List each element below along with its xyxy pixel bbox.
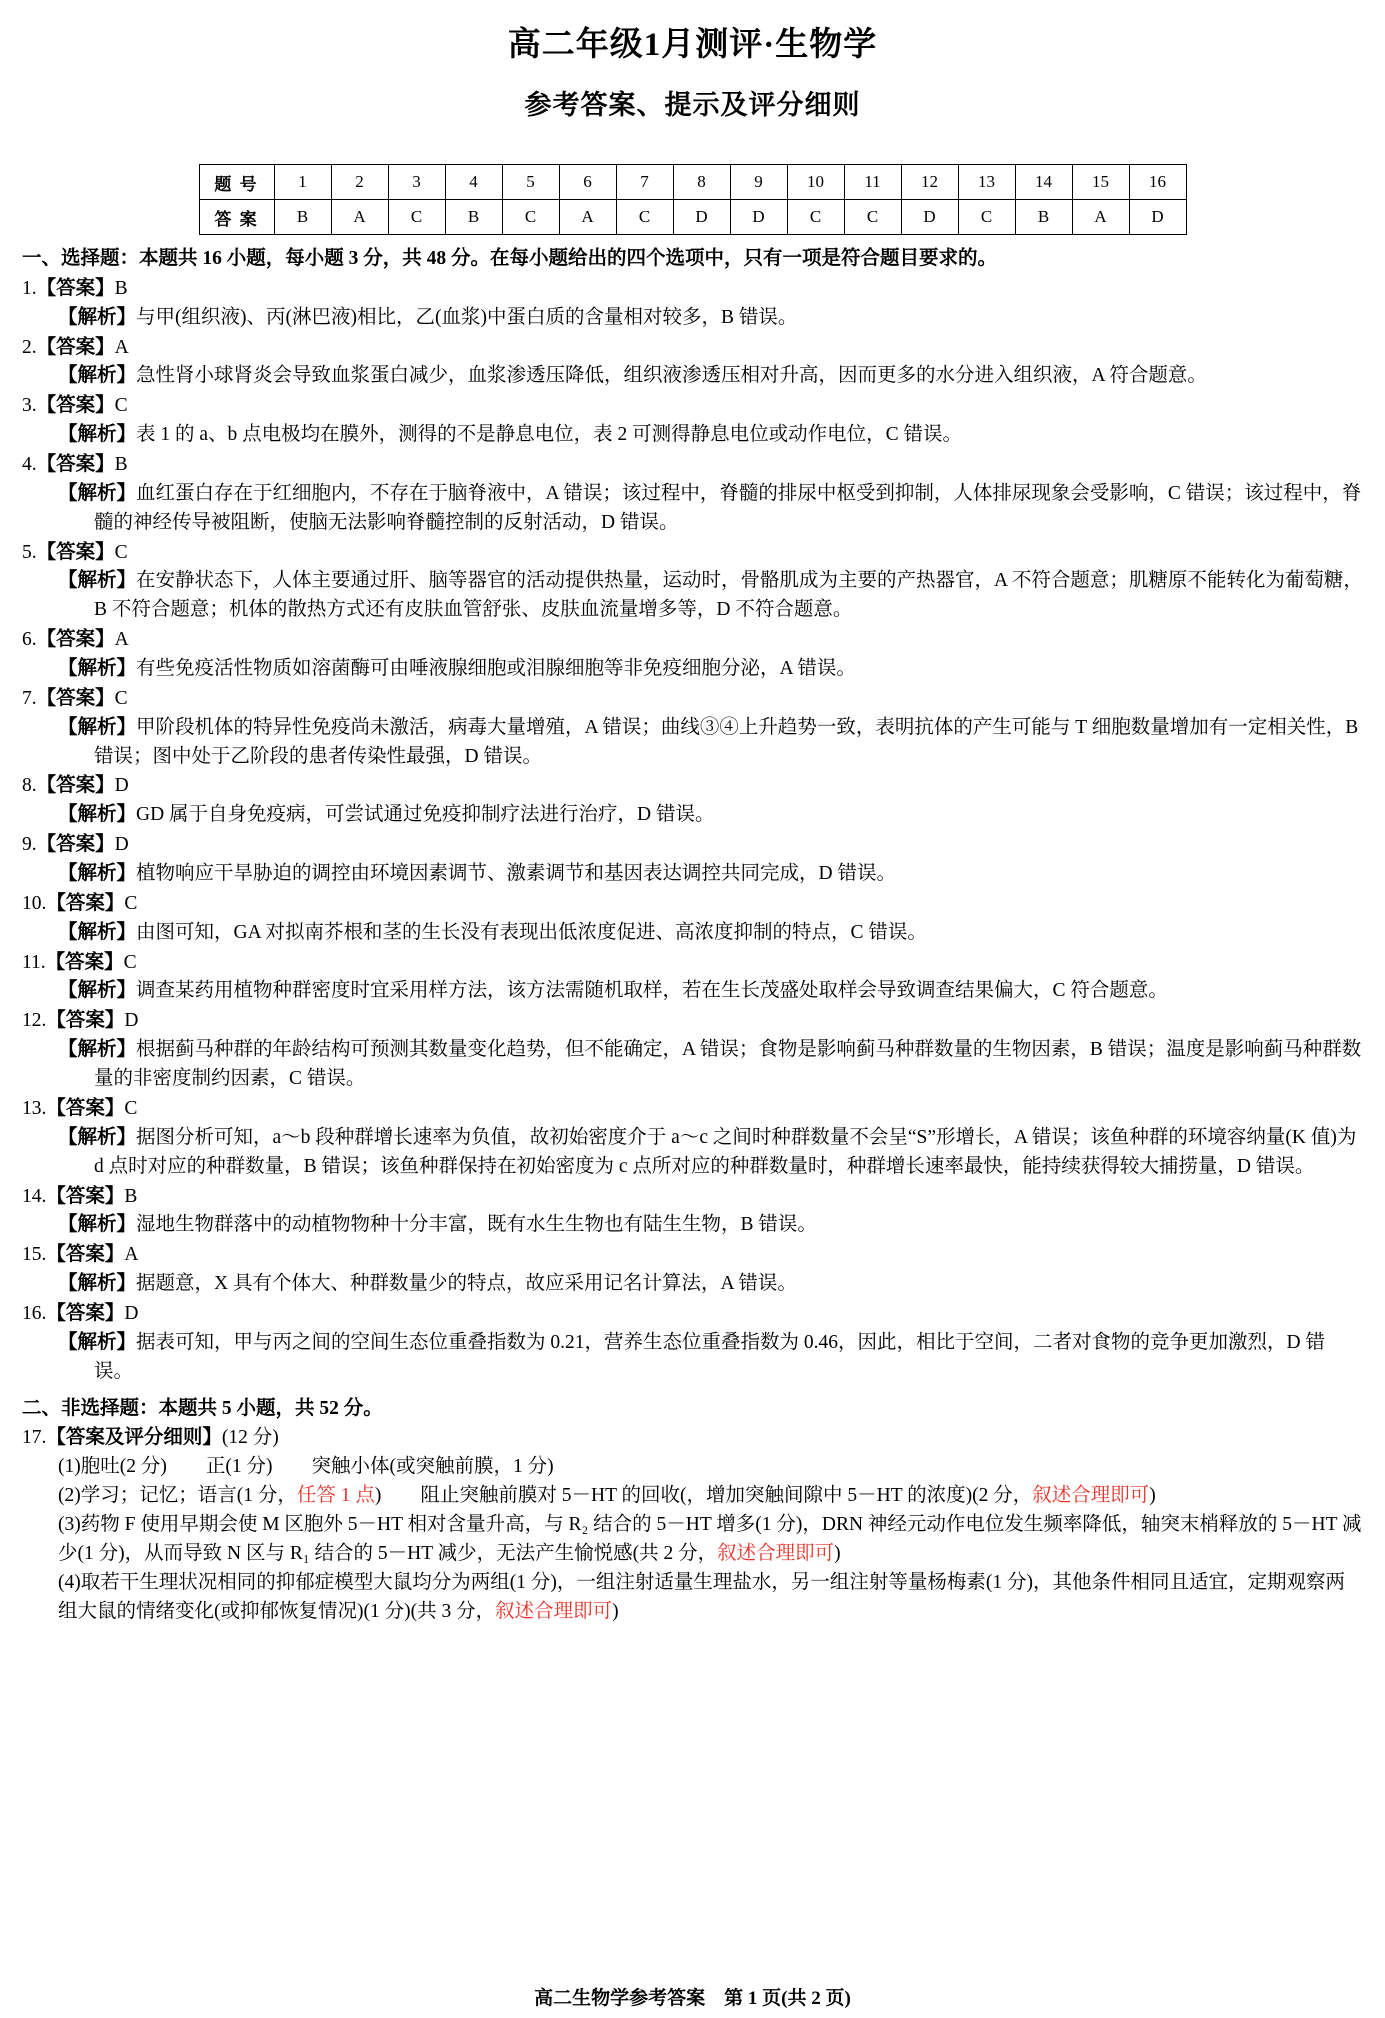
question-no: 5. (22, 541, 37, 563)
answer-label: 【答案】 (36, 395, 115, 417)
table-cell-qno: 4 (445, 165, 502, 200)
answer-label: 【答案】 (46, 1010, 125, 1032)
table-cell-answer: A (559, 200, 616, 235)
q17-part-3-text-a: (3)药物 F 使用早期会使 M 区胞外 5－HT 相对含量升高，与 R₂ 结合的 5－HT 增多(1 分)，DRN 神经元动作电位发生频率降低，轴突末梢释放的 5－HT 减少(1 分)，从而导致 N 区与 R₁ 结合的 5－HT 减少，无法产生愉悦感(共 2 分， (58, 1513, 1362, 1564)
question-no: 9. (22, 834, 37, 856)
page-footer: 高二生物学参考答案 第 1 页(共 2 页) (534, 1988, 851, 2009)
answer-label: 【答案】 (46, 1244, 125, 1266)
q17-part-2-text-b: ) 阻止突触前膜对 5－HT 的回收(，增加突触间隙中 5－HT 的浓度)(2 分， (374, 1485, 1033, 1507)
table-cell-qno: 8 (673, 165, 730, 200)
answer-value: A (114, 629, 129, 651)
question-no: 16. (22, 1302, 47, 1324)
explain-label: 【解析】 (58, 570, 137, 592)
explanation-block-11 (22, 949, 1363, 1007)
question-no: 7. (22, 687, 37, 709)
table-cell-qno: 16 (1129, 165, 1186, 200)
explain-text: 在安静状态下，人体主要通过肝、脑等器官的活动提供热量，运动时，骨骼肌成为主要的产热器官，A 不符合题意；肌糖原不能转化为葡萄糖，B 不符合题意；机体的散热方式还有皮肤血管舒张、皮肤血流量增多等，D 不符合题意。 (94, 570, 1363, 621)
q17-part-4-text-b: ) (612, 1600, 619, 1622)
section-2-heading: 二、非选择题：本题共 5 小题，共 52 分。 (22, 1397, 383, 1419)
explanation-block-4 (22, 451, 1363, 538)
explanation-block-12 (22, 1007, 1363, 1094)
table-cell-qno: 6 (559, 165, 616, 200)
explanation-block-9 (22, 831, 1363, 889)
table-cell-answer: D (673, 200, 730, 235)
answer-label: 【答案】 (46, 1185, 125, 1207)
table-cell-qno: 9 (730, 165, 787, 200)
answer-value: C (114, 541, 128, 563)
table-header-answer: 答 案 (199, 200, 274, 235)
question-no: 6. (22, 629, 37, 651)
question-no: 2. (22, 336, 37, 358)
answer-label: 【答案】 (36, 834, 115, 856)
explain-label: 【解析】 (58, 804, 137, 826)
q17-part-2-note-2: 叙述合理即可 (1032, 1485, 1150, 1507)
table-cell-qno: 14 (1015, 165, 1072, 200)
answer-label: 【答案】 (45, 951, 124, 973)
question-no: 12. (22, 1010, 47, 1032)
answer-content (22, 245, 1363, 1626)
question-17-block (22, 1424, 1363, 1626)
table-cell-answer: D (730, 200, 787, 235)
answer-value: C (124, 892, 138, 914)
page-title: 高二年级1月测评·生物学 (507, 27, 878, 63)
explain-label: 【解析】 (58, 1126, 137, 1148)
explain-text: 据图分析可知，a～b 段种群增长速率为负值，故初始密度介于 a～c 之间时种群数量不会呈“S”形增长，A 错误；该鱼种群的环境容纳量(K 值)为 d 点时对应的种群数量，B 错误；该鱼种群保持在初始密度为 c 点所对应的种群数量时，种群增长速率最快，能持续获得较大捕捞量，D 错误。 (94, 1126, 1357, 1177)
answer-label: 【答案】 (36, 775, 115, 797)
explain-label: 【解析】 (58, 306, 137, 328)
answer-value: D (124, 1010, 139, 1032)
table-cell-qno: 7 (616, 165, 673, 200)
explain-text: 根据蓟马种群的年龄结构可预测其数量变化趋势，但不能确定，A 错误；食物是影响蓟马种群数量的生物因素，B 错误；温度是影响蓟马种群数量的非密度制约因素，C 错误。 (94, 1039, 1362, 1090)
explanation-block-7 (22, 685, 1363, 772)
q17-part-3-note: 叙述合理即可 (717, 1542, 835, 1564)
answer-label: 【答案】 (46, 1302, 125, 1324)
explain-label: 【解析】 (58, 1331, 137, 1353)
q17-part-3 (58, 1511, 1363, 1569)
table-cell-answer: A (331, 200, 388, 235)
explain-text: 据题意，X 具有个体大、种群数量少的特点，故应采用记名计算法，A 错误。 (136, 1273, 797, 1295)
objective-answer-table (199, 164, 1187, 235)
table-cell-answer: B (274, 200, 331, 235)
answer-key-page (0, 18, 1385, 2018)
question-no: 13. (22, 1097, 47, 1119)
answer-label: 【答案】 (36, 277, 115, 299)
question-no: 8. (22, 775, 37, 797)
explanation-block-15 (22, 1241, 1363, 1299)
explain-label: 【解析】 (58, 424, 137, 446)
q17-part-1: (1)胞吐(2 分) 正(1 分) 突触小体(或突触前膜，1 分) (58, 1456, 554, 1478)
answer-value: B (114, 454, 128, 476)
explanation-block-5 (22, 539, 1363, 626)
table-cell-answer: C (787, 200, 844, 235)
page-subtitle: 参考答案、提示及评分细则 (524, 90, 861, 120)
answer-label: 【答案】 (36, 687, 115, 709)
explain-text: GD 属于自身免疫病，可尝试通过免疫抑制疗法进行治疗，D 错误。 (136, 804, 715, 826)
explain-text: 由图可知，GA 对拟南芥根和茎的生长没有表现出低浓度促进、高浓度抑制的特点，C 错误。 (136, 921, 927, 943)
question-no: 1. (22, 277, 37, 299)
table-cell-answer: C (388, 200, 445, 235)
table-cell-qno: 5 (502, 165, 559, 200)
question-no: 3. (22, 395, 37, 417)
answer-value: A (124, 1244, 139, 1266)
q17-part-2-text-c: ) (1149, 1485, 1156, 1507)
explain-label: 【解析】 (58, 1214, 137, 1236)
table-cell-answer: C (502, 200, 559, 235)
answer-label: 【答案】 (36, 541, 115, 563)
table-cell-answer: C (616, 200, 673, 235)
table-row-question-numbers (199, 165, 1186, 200)
q17-part-2-note-1: 任答 1 点 (296, 1485, 375, 1507)
question-score: (12 分) (221, 1427, 279, 1449)
table-header-question-no: 题 号 (199, 165, 274, 200)
answer-value: C (114, 395, 128, 417)
explanation-block-16 (22, 1300, 1363, 1387)
explain-label: 【解析】 (58, 921, 137, 943)
table-cell-answer: B (445, 200, 502, 235)
explain-text: 有些免疫活性物质如溶菌酶可由唾液腺细胞或泪腺细胞等非免疫细胞分泌，A 错误。 (136, 658, 856, 680)
explanation-block-3 (22, 392, 1363, 450)
explain-label: 【解析】 (58, 1039, 137, 1061)
q17-part-2 (58, 1482, 1363, 1511)
table-cell-qno: 10 (787, 165, 844, 200)
answer-value: B (124, 1185, 138, 1207)
q17-part-4-text-a: (4)取若干生理状况相同的抑郁症模型大鼠均分为两组(1 分)，一组注射适量生理盐水，另一组注射等量杨梅素(1 分)，其他条件相同且适宜，定期观察两组大鼠的情绪变化(或抑郁恢复情况)(1 分)(共 3 分， (58, 1571, 1345, 1622)
explain-text: 调查某药用植物种群密度时宜采用样方法，该方法需随机取样，若在生长茂盛处取样会导致调查结果偏大，C 符合题意。 (136, 980, 1168, 1002)
answer-label: 【答案】 (36, 629, 115, 651)
table-cell-qno: 12 (901, 165, 958, 200)
explanation-block-14 (22, 1183, 1363, 1241)
question-no: 11. (22, 951, 46, 973)
explain-text: 植物响应干旱胁迫的调控由环境因素调节、激素调节和基因表达调控共同完成，D 错误。 (136, 863, 896, 885)
question-no: 17. (22, 1427, 47, 1449)
table-cell-qno: 11 (844, 165, 901, 200)
answer-label: 【答案】 (36, 454, 115, 476)
explanation-block-8 (22, 772, 1363, 830)
table-cell-qno: 15 (1072, 165, 1129, 200)
explanation-block-2 (22, 334, 1363, 392)
table-cell-answer: D (1129, 200, 1186, 235)
q17-part-4 (58, 1569, 1363, 1627)
q17-part-2-text-a: (2)学习；记忆；语言(1 分， (58, 1485, 297, 1507)
answer-label: 【答案】 (46, 892, 125, 914)
table-row-answers (199, 200, 1186, 235)
section-1-heading: 一、选择题：本题共 16 小题，每小题 3 分，共 48 分。在每小题给出的四个选项中，只有一项是符合题目要求的。 (22, 248, 998, 269)
answer-table-container (0, 164, 1385, 235)
table-cell-answer: B (1015, 200, 1072, 235)
explain-text: 据表可知，甲与丙之间的空间生态位重叠指数为 0.21，营养生态位重叠指数为 0.46，因此，相比于空间，二者对食物的竞争更加激烈，D 错误。 (94, 1331, 1325, 1382)
answer-label: 【答案】 (46, 1097, 125, 1119)
answer-value: D (124, 1302, 139, 1324)
explain-text: 湿地生物群落中的动植物物种十分丰富，既有水生生物也有陆生生物，B 错误。 (136, 1214, 817, 1236)
explanation-block-6 (22, 626, 1363, 684)
answer-label: 【答案】 (36, 336, 115, 358)
answer-value: C (124, 1097, 138, 1119)
answer-value: B (114, 277, 128, 299)
explain-label: 【解析】 (58, 863, 137, 885)
explanation-block-1 (22, 275, 1363, 333)
question-no: 4. (22, 454, 37, 476)
explanation-block-13 (22, 1095, 1363, 1182)
table-cell-answer: C (958, 200, 1015, 235)
explain-label: 【解析】 (58, 980, 137, 1002)
table-cell-qno: 1 (274, 165, 331, 200)
explain-text: 急性肾小球肾炎会导致血浆蛋白减少，血浆渗透压降低，组织液渗透压相对升高，因而更多的水分进入组织液，A 符合题意。 (136, 365, 1207, 387)
q17-part-3-text-b: ) (834, 1542, 841, 1564)
answer-value: A (114, 336, 129, 358)
explain-label: 【解析】 (58, 482, 137, 504)
table-cell-qno: 2 (331, 165, 388, 200)
table-cell-answer: C (844, 200, 901, 235)
table-cell-answer: A (1072, 200, 1129, 235)
explain-label: 【解析】 (58, 1273, 137, 1295)
question-no: 15. (22, 1244, 47, 1266)
answer-value: C (114, 687, 128, 709)
explain-label: 【解析】 (58, 365, 137, 387)
q17-part-4-note: 叙述合理即可 (495, 1600, 613, 1622)
answer-value: C (123, 951, 137, 973)
explain-text: 血红蛋白存在于红细胞内，不存在于脑脊液中，A 错误；该过程中，脊髓的排尿中枢受到抑制，人体排尿现象会受影响，C 错误；该过程中，脊髓的神经传导被阻断，使脑无法影响脊髓控制的反射活动，D 错误。 (94, 482, 1362, 533)
question-no: 10. (22, 892, 47, 914)
table-cell-qno: 3 (388, 165, 445, 200)
explain-text: 甲阶段机体的特异性免疫尚未激活，病毒大量增殖，A 错误；曲线③④上升趋势一致，表明抗体的产生可能与 T 细胞数量增加有一定相关性，B 错误；图中处于乙阶段的患者传染性最强，D 错误。 (94, 716, 1359, 767)
table-cell-answer: D (901, 200, 958, 235)
explanation-block-10 (22, 890, 1363, 948)
table-cell-qno: 13 (958, 165, 1015, 200)
answer-value: D (114, 775, 129, 797)
question-no: 14. (22, 1185, 47, 1207)
answer-scoring-label: 【答案及评分细则】 (46, 1427, 222, 1449)
explain-text: 表 1 的 a、b 点电极均在膜外，测得的不是静息电位，表 2 可测得静息电位或动作电位，C 错误。 (136, 424, 963, 446)
explain-label: 【解析】 (58, 716, 137, 738)
explain-text: 与甲(组织液)、丙(淋巴液)相比，乙(血浆)中蛋白质的含量相对较多，B 错误。 (136, 306, 798, 328)
answer-value: D (114, 834, 129, 856)
explain-label: 【解析】 (58, 658, 137, 680)
